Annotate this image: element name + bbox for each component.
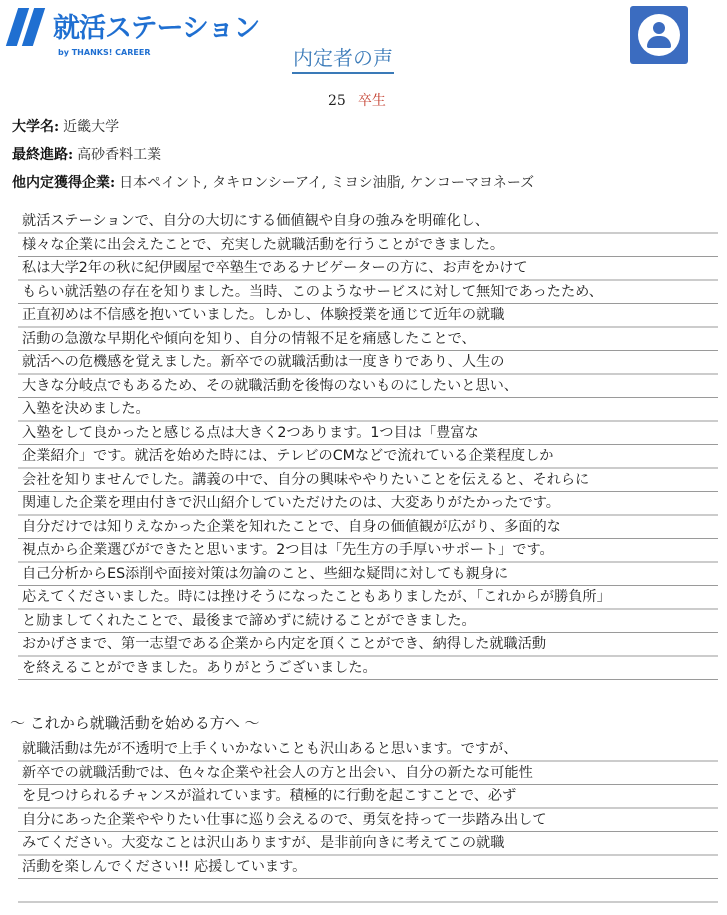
essay-line: 自分だけでは知りえなかった企業を知れたことで、自身の価値観が広がり、多面的な bbox=[22, 518, 561, 535]
page-title: 内定者の声 bbox=[292, 42, 394, 74]
advice-section bbox=[18, 738, 718, 906]
advice-heading: ～ これから就職活動を始める方へ ～ bbox=[10, 714, 260, 732]
career-label: 最終進路: bbox=[12, 147, 74, 163]
essay-line: 私は大学2年の秋に紀伊國屋で卒塾生であるナビゲーターの方に、お声をかけて bbox=[22, 260, 528, 276]
other-offers-label: 他内定獲得企業: bbox=[12, 175, 116, 191]
essay-line: 様々な企業に出会えたことで、充実した就職活動を行うことができました。 bbox=[22, 236, 505, 253]
essay-line: 会社を知りませんでした。講義の中で、自分の興味ややりたいことを伝えると、それらに bbox=[22, 471, 590, 488]
essay-line: 就活ステーションで、自分の大切にする価値観や自身の強みを明確化し、 bbox=[22, 213, 490, 229]
advice-line: みてください。大変なことは沢山ありますが、是非前向きに考えてこの就職 bbox=[22, 835, 505, 851]
essay-line: 関連した企業を理由付きで沢山紹介していただけたのは、大変ありがたかったです。 bbox=[22, 495, 560, 511]
career-value: 高砂香料工業 bbox=[77, 147, 162, 163]
essay-line: 大きな分岐点でもあるため、その就職活動を後悔のないものにしたいと思い、 bbox=[22, 377, 518, 394]
other-offers-value: 日本ペイント, タキロンシーアイ, ミヨシ油脂, ケンコーマヨネーズ bbox=[119, 175, 535, 191]
testimonial-essay bbox=[18, 210, 718, 700]
user-avatar-icon bbox=[630, 6, 688, 64]
advice-line: 自分にあった企業ややりたい仕事に巡り会えるので、勇気を持って一歩踏み出して bbox=[22, 811, 547, 828]
essay-line: と励ましてくれたことで、最後まで諦めずに続けることができました。 bbox=[22, 612, 476, 629]
brand-logo[interactable] bbox=[6, 6, 260, 62]
essay-line: 正直初めは不信感を抱いていました。しかし、体験授業を通じて近年の就職 bbox=[22, 307, 505, 323]
advice-line: 新卒での就職活動では、色々な企業や社会人の方と出会い、自分の新たな可能性 bbox=[22, 764, 533, 781]
university-row bbox=[12, 116, 712, 144]
essay-line: 活動の急激な早期化や傾向を知り、自分の情報不足を痛感したことで、 bbox=[22, 330, 476, 347]
career-row bbox=[12, 144, 712, 172]
essay-line: おかげさまで、第一志望である企業から内定を頂くことができ、納得した就職活動 bbox=[22, 636, 547, 652]
advice-line: 就職活動は先が不透明で上手くいかないことも沢山あると思います。ですが、 bbox=[22, 741, 518, 757]
university-label: 大学名: bbox=[12, 119, 60, 135]
graduation-year bbox=[328, 90, 386, 110]
advice-line: 活動を楽しんでください!! 応援しています。 bbox=[22, 858, 307, 875]
essay-line: 応えてくださいました。時には挫けそうになったこともありましたが、「これからが勝負所」 bbox=[22, 589, 611, 605]
university-value: 近畿大学 bbox=[63, 119, 120, 135]
logo-title: 就活ステーション bbox=[53, 13, 260, 44]
year-suffix: 卒生 bbox=[357, 93, 386, 109]
essay-line: 自己分析からES添削や面接対策は勿論のこと、些細な疑問に対しても親身に bbox=[22, 565, 509, 582]
year-number: 25 bbox=[328, 93, 346, 109]
essay-line: 視点から企業選びができたと思います。2つ目は「先生方の手厚いサポート」です。 bbox=[22, 542, 554, 558]
profile-info bbox=[12, 116, 712, 200]
other-offers-row bbox=[12, 172, 712, 200]
essay-line: を終えることができました。ありがとうございました。 bbox=[22, 659, 377, 676]
essay-line: 就活への危機感を覚えました。新卒での就職活動は一度きりであり、人生の bbox=[22, 354, 505, 370]
essay-line: 入塾をして良かったと感じる点は大きく2つあります。1つ目は「豊富な bbox=[22, 424, 479, 441]
essay-line: もらい就活塾の存在を知りました。当時、このようなサービスに対して無知であったため、 bbox=[22, 283, 603, 300]
logo-subtitle: by THANKS! CAREER bbox=[58, 48, 151, 57]
essay-line: 企業紹介」です。就活を始めた時には、テレビのCMなどで流れている企業程度しか bbox=[22, 448, 554, 464]
advice-line: を見つけられるチャンスが溢れています。積極的に行動を起こすことで、必ず bbox=[22, 788, 517, 804]
logo-mark-icon bbox=[8, 8, 48, 46]
essay-line: 入塾を決めました。 bbox=[22, 401, 150, 417]
